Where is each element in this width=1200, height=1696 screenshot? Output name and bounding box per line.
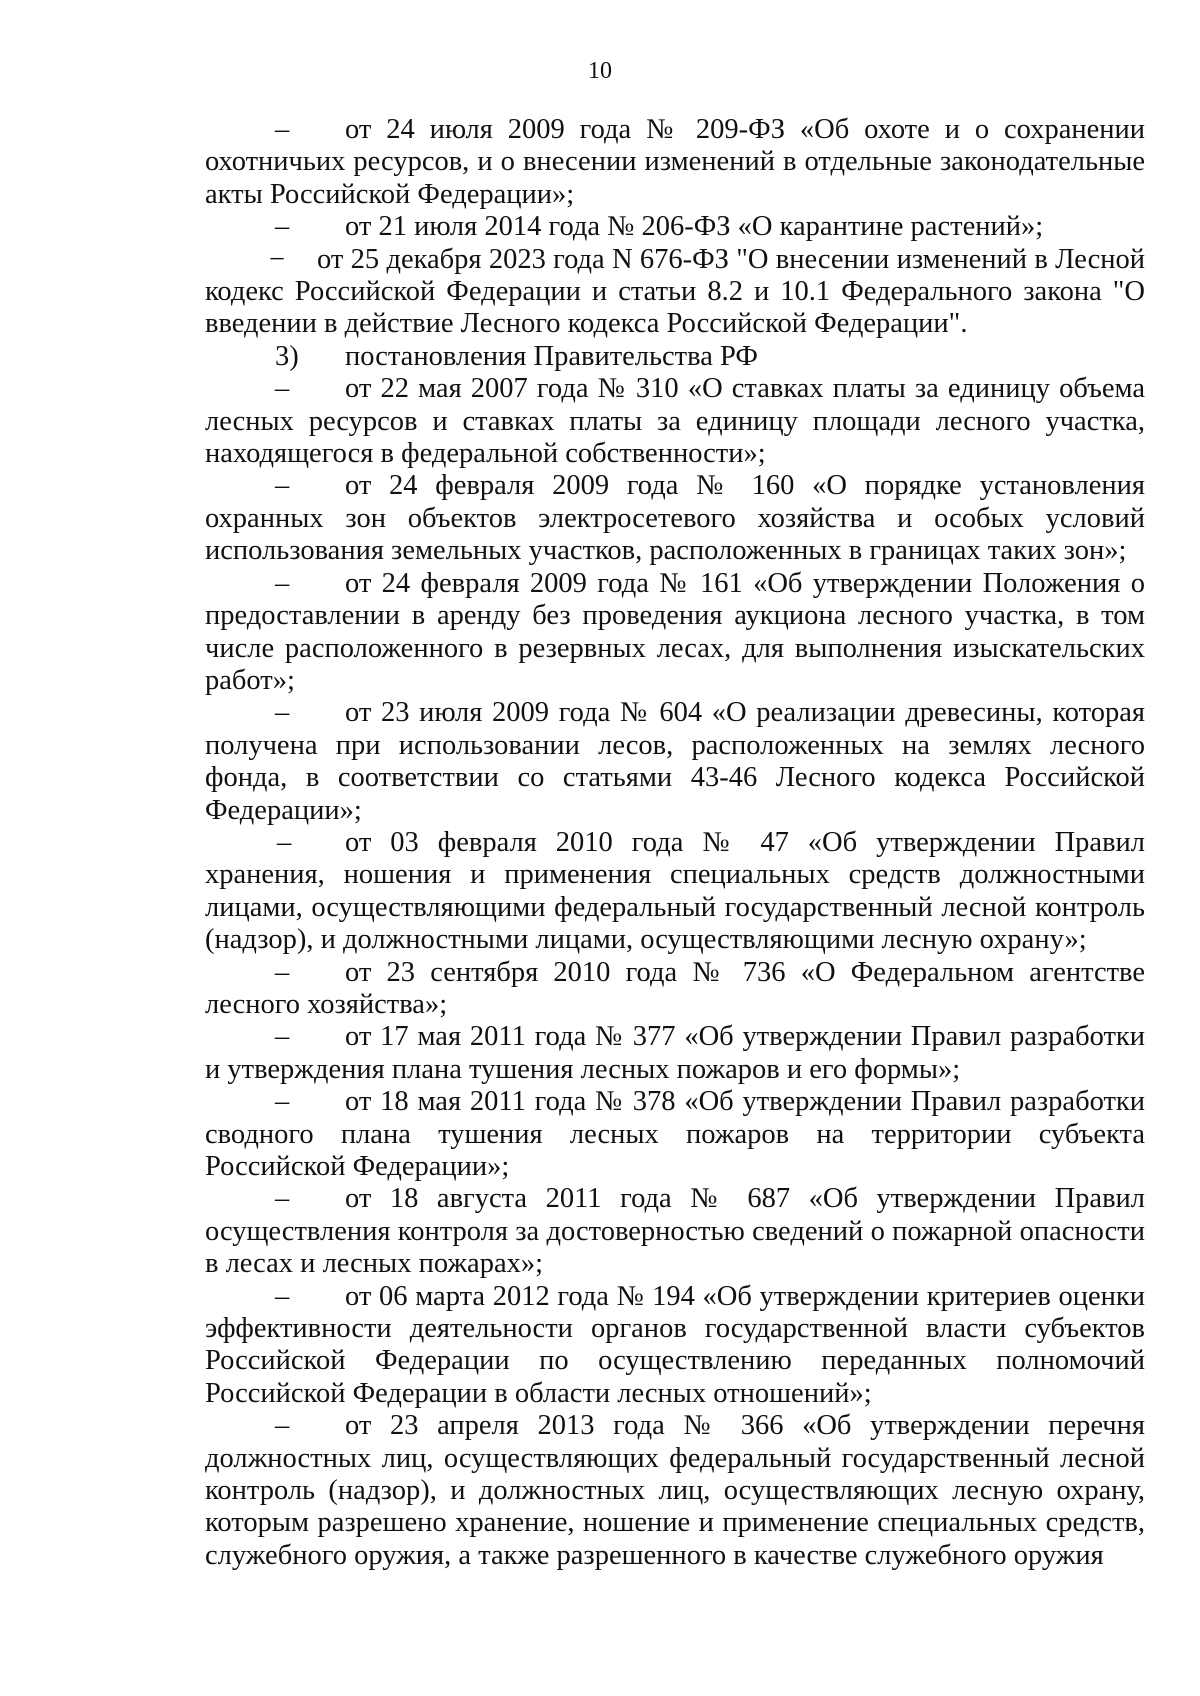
list-item-decree-310 (205, 373, 1145, 470)
list-item-decree-736 (205, 957, 1145, 1022)
document-body (205, 114, 1145, 1572)
list-item-decree-377 (205, 1021, 1145, 1086)
list-dash: – (275, 114, 290, 145)
list-item-text: от 21 июля 2014 года № 206-ФЗ «О карантине растений»; (345, 211, 1044, 243)
list-dash: – (275, 1183, 290, 1215)
list-dash: – (275, 211, 290, 243)
list-item-law-209 (205, 114, 1145, 211)
section-number: 3) (275, 340, 299, 372)
list-item-text: от 17 мая 2011 года № 377 «Об утверждении Правил разработки и утверждения плана тушения лесных пожаров и его формы»; (205, 1021, 1145, 1085)
list-item-text: от 18 августа 2011 года № 687 «Об утверждении Правил осуществления контроля за достоверностью сведений о пожарной опасности в лесах и лесных пожарах»; (205, 1183, 1145, 1280)
list-item-decree-161 (205, 568, 1145, 698)
list-item-text: от 24 февраля 2009 года № 160 «О порядке установления охранных зон объектов электросетевого хозяйства и особых условий использования земельных участков, расположенных в границах таких зон»; (205, 470, 1145, 567)
list-dash: – (275, 1280, 290, 1312)
list-dash: – (275, 956, 290, 988)
list-dash: – (275, 1410, 290, 1442)
list-item-decree-47 (205, 827, 1145, 957)
list-item-text: от 23 июля 2009 года № 604 «О реализации древесины, которая получена при использовании лесов, расположенных на землях лесного фонда, в соответствии со статьями 43-46 Лесного кодекса Российской Федерации»; (205, 697, 1145, 826)
list-item-text: от 23 апреля 2013 года № 366 «Об утверждении перечня должностных лиц, осуществляющих федеральный государственный лесной контроль (надзор), и должностных лиц, осуществляющих лесную охрану, которым разрешено хранение, ношение и применение специальных средств, служебного оружия, а также разрешенного в качестве служебного оружия (205, 1410, 1145, 1571)
list-dash: – (275, 1086, 290, 1118)
list-item-text: от 25 декабря 2023 года N 676-ФЗ "О внесении изменений в Лесной кодекс Российской Федерации и статьи 8.2 и 10.1 Федерального закона "О введении в действие Лесного кодекса Российской Федерации". (205, 243, 1145, 340)
list-item-decree-687 (205, 1183, 1145, 1280)
list-item-text: от 23 сентября 2010 года № 736 «О Федеральном агентстве лесного хозяйства»; (205, 956, 1145, 1020)
list-dash: – (275, 373, 290, 405)
list-item-text: от 06 марта 2012 года № 194 «Об утверждении критериев оценки эффективности деятельности органов государственной власти субъектов Российской Федерации по осуществлению переданных полномочий Российской Федерации в области лесных отношений»; (205, 1280, 1145, 1409)
list-item-decree-160 (205, 470, 1145, 567)
list-dash: – (275, 1021, 290, 1053)
list-item-law-676 (205, 244, 1145, 341)
page-number: 10 (588, 58, 612, 84)
list-item-decree-604 (205, 697, 1145, 827)
list-dash: – (277, 826, 292, 858)
section-heading (205, 341, 1145, 373)
section-title: постановления Правительства РФ (345, 340, 758, 372)
list-item-text: от 03 февраля 2010 года № 47 «Об утверждении Правил хранения, ношения и применения специальных средств должностными лицами, осуществляющими федеральный государственный лесной контроль (надзор), и должностными лицами, осуществляющими лесную охрану»; (205, 826, 1145, 956)
list-item-text: от 22 мая 2007 года № 310 «О ставках платы за единицу объема лесных ресурсов и ставках платы за единицу площади лесного участка, находящегося в федеральной собственности»; (205, 373, 1145, 470)
list-item-decree-366 (205, 1410, 1145, 1572)
list-item-text: от 24 июля 2009 года № 209-ФЗ «Об охоте и о сохранении охотничьих ресурсов, и о внесении изменений в отдельные законодательные акты Российской Федерации»; (205, 114, 1145, 210)
list-item-decree-194 (205, 1281, 1145, 1411)
list-item-text: от 24 февраля 2009 года № 161 «Об утверждении Положения о предоставлении в аренду без проведения аукциона лесного участка, в том числе расположенного в резервных лесах, для выполнения изыскательских работ»; (205, 567, 1145, 696)
list-dash: – (275, 470, 290, 502)
list-dash: – (275, 567, 290, 599)
list-item-law-206 (205, 211, 1145, 243)
list-item-text: от 18 мая 2011 года № 378 «Об утверждении Правил разработки сводного плана тушения лесных пожаров на территории субъекта Российской Федерации»; (205, 1086, 1145, 1182)
list-item-decree-378 (205, 1086, 1145, 1183)
list-dash: − (269, 243, 286, 275)
list-dash: – (275, 697, 290, 729)
